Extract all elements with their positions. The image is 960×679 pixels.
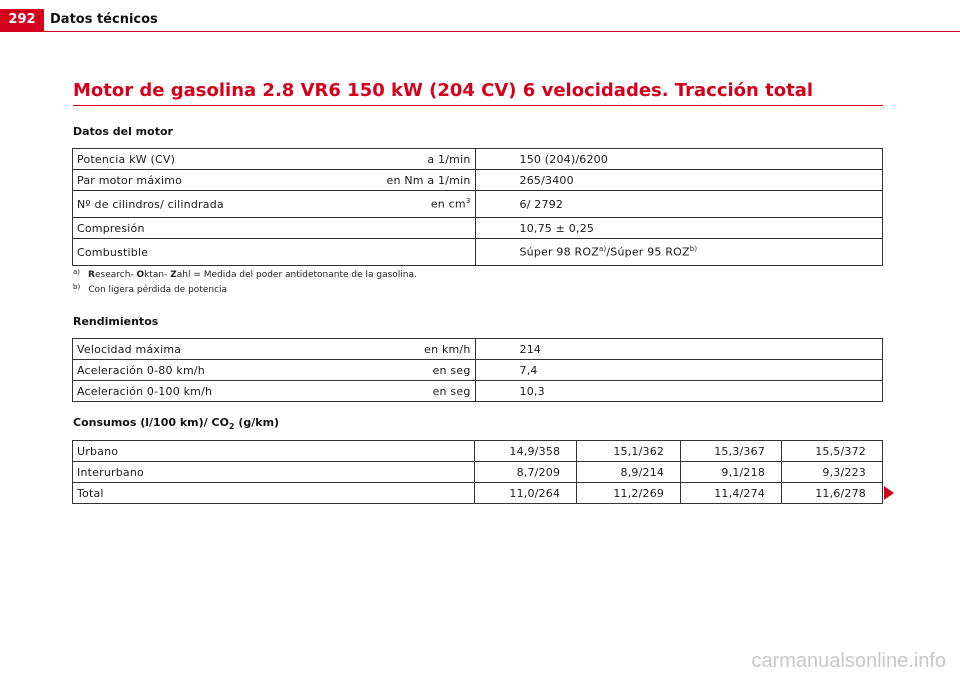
row-value: 150 (204)/6200 [475, 149, 883, 170]
row-label: Aceleración 0-100 km/h [73, 381, 312, 402]
page-title: Motor de gasolina 2.8 VR6 150 kW (204 CV) 6 velocidades. Tracción total [73, 80, 814, 101]
row-value: 11,0/264 [475, 483, 577, 504]
table-row [73, 339, 883, 360]
next-page-arrow-icon[interactable] [884, 486, 894, 500]
row-unit: en seg [311, 360, 475, 381]
table-row [73, 191, 883, 218]
row-label: Interurbano [73, 462, 475, 483]
row-value: 8,9/214 [577, 462, 681, 483]
table-row [73, 170, 883, 191]
table-row [73, 462, 883, 483]
footnote-b: $^{b)}$ Con ligera pérdida de potencia [73, 283, 228, 295]
row-label: Urbano [73, 441, 475, 462]
consumption-heading: Consumos (l/100 km)/ $CO_2$ (g/km) [73, 416, 280, 432]
row-label: Compresión [73, 218, 312, 239]
row-value: 10,75 ± 0,25 [475, 218, 883, 239]
row-value: 14,9/358 [475, 441, 577, 462]
row-value: 15,5/372 [782, 441, 883, 462]
row-value: 11,6/278 [782, 483, 883, 504]
row-value: 15,3/367 [681, 441, 782, 462]
row-value: 214 [475, 339, 882, 360]
table-row [73, 239, 883, 266]
page-number: 292 [0, 9, 44, 31]
table-row [73, 381, 883, 402]
engine-heading: Datos del motor [73, 125, 173, 138]
row-value: 9,1/218 [681, 462, 782, 483]
footnote-a: $^{a)}$ Research- Oktan- Zahl = Medida del poder antidetonante de la gasolina. [73, 268, 417, 280]
row-label: Combustible [73, 239, 312, 266]
row-value: 9,3/223 [782, 462, 883, 483]
row-unit: en Nm a 1/min [311, 170, 475, 191]
table-row [73, 483, 883, 504]
consumption-table [72, 440, 883, 504]
watermark: carmanualsonline.info [751, 650, 946, 672]
row-label: Velocidad máxima [73, 339, 312, 360]
performance-heading: Rendimientos [73, 315, 159, 328]
row-value: 11,2/269 [577, 483, 681, 504]
row-value: 8,7/209 [475, 462, 577, 483]
row-label: Aceleración 0-80 km/h [73, 360, 312, 381]
engine-table [72, 148, 883, 266]
title-divider [73, 105, 883, 106]
header-title: Datos técnicos [50, 12, 158, 27]
row-label: Total [73, 483, 475, 504]
table-row [73, 218, 883, 239]
row-label: Potencia kW (CV) [73, 149, 312, 170]
row-value: 15,1/362 [577, 441, 681, 462]
row-value: Súper 98 ROZ$^{a)}$/Súper 95 ROZ$^{b)}$ [475, 239, 883, 266]
row-unit [311, 218, 475, 239]
table-row [73, 149, 883, 170]
row-unit: en $cm^3$ [311, 191, 475, 218]
row-label: Nº de cilindros/ cilindrada [73, 191, 312, 218]
table-row [73, 441, 883, 462]
table-row [73, 360, 883, 381]
performance-table [72, 338, 883, 402]
row-value: 7,4 [475, 360, 882, 381]
row-unit: en km/h [311, 339, 475, 360]
row-value: 11,4/274 [681, 483, 782, 504]
row-value: 265/3400 [475, 170, 883, 191]
row-unit [311, 239, 475, 266]
row-unit: en seg [311, 381, 475, 402]
row-value: 10,3 [475, 381, 882, 402]
row-label: Par motor máximo [73, 170, 312, 191]
row-value: 6/ 2792 [475, 191, 883, 218]
row-unit: a 1/min [311, 149, 475, 170]
header-divider [0, 31, 960, 32]
